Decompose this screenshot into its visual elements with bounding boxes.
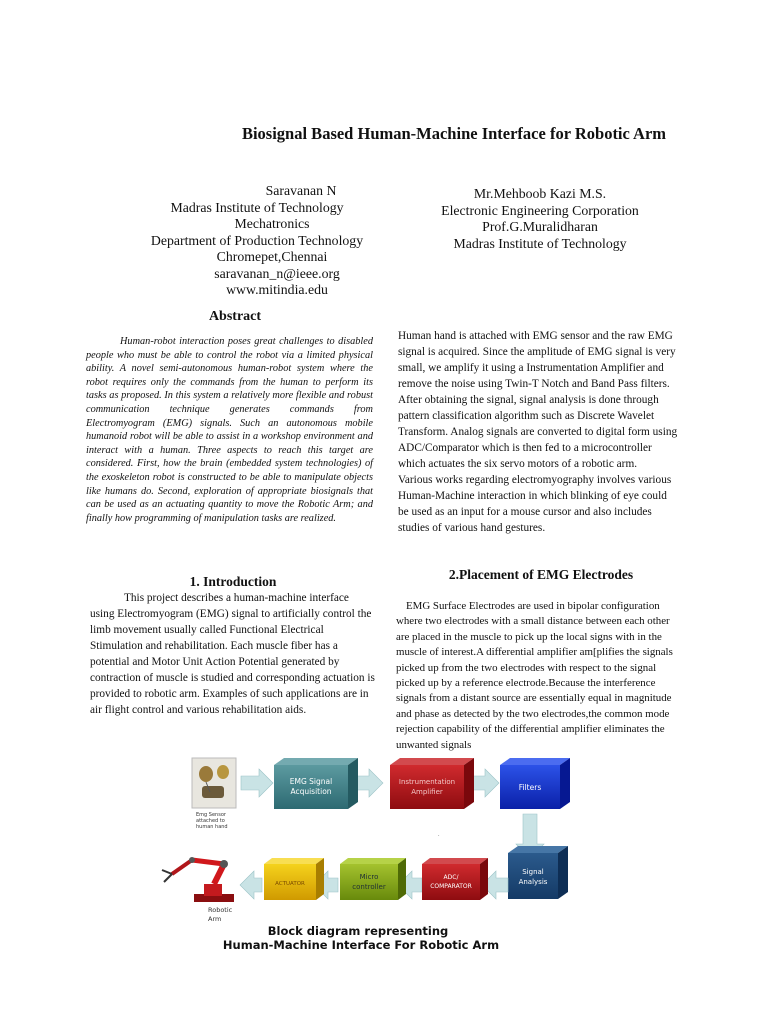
- author-right-affiliation: Electronic Engineering Corporation: [441, 202, 639, 218]
- author-left-email: saravanan_n@ieee.org: [214, 265, 340, 281]
- author-left-dept2: Department of Production Technology: [150, 232, 364, 248]
- block-micro-line-1: Micro: [359, 873, 379, 881]
- block-filters-label: Filters: [518, 783, 542, 792]
- emg-sensor-label-3: human hand: [196, 824, 228, 830]
- block-acquisition-line-1: EMG Signal: [289, 777, 333, 786]
- right-column-text: [398, 328, 680, 536]
- arrow-3: [473, 769, 499, 797]
- block-adc-line-1: ADC/: [443, 874, 459, 881]
- author-left-name: Saravanan N: [265, 183, 337, 198]
- emg-sensor-image: [192, 758, 236, 808]
- intro-heading: 1. Introduction: [189, 574, 277, 589]
- block-analysis-line-2: Analysis: [518, 878, 548, 886]
- section2-body: EMG Surface Electrodes are used in bipolar configuration where two electrodes with a small distance between each other are placed in the muscle to pick up the local signs with in the muscle of interest.A differential amplifier am[plifies the signals picked up from the two electrodes with respect to the signal picked up by a reference electrode.Because the interference signals from a distant source are essentially equal in magnitude and phase as detected by the two electrodes,the common mode rejection capability of the differential amplifier eliminates the unwanted signals: [396, 600, 673, 751]
- block-micro-line-2: controller: [352, 883, 386, 891]
- diagram-caption-2: Human-Machine Interface For Robotic Arm: [222, 938, 500, 952]
- author-right-name: Mr.Mehboob Kazi M.S.: [473, 186, 607, 201]
- robotic-arm-label-2: Arm: [208, 915, 222, 923]
- section2-heading: 2.Placement of EMG Electrodes: [448, 567, 634, 582]
- arrow-1: [241, 769, 273, 797]
- block-adc-comparator: [422, 858, 488, 900]
- right-column-para-2: Various works regarding electromyography involves various Human-Machine interaction in which blinking of eye could be used as an input for a mouse cursor and also includes studies of various hand gestures.: [398, 474, 672, 534]
- emg-sensor-label-2: attached to: [196, 818, 225, 824]
- abstract-body: Human-robot interaction poses great challenges to disabled people who must be able to control the robot via a limited physical ability. A novel semi-autonomous human-robot system where the robot requires only the commands from the human to perform its tasks as proposed. In this system a relatively more flexible and robust communication technique generates commands from Electromyogram (EMG) signals. Such an autonomous mobile humanoid robot will be able to assist in a workshop environment and interact with a human. Three aspects to reach this target are considered. First, how the brain (embedded system technologies) of the exoskeleton robot is constructed to be able to manipulate objects like humans do. Second, exploration of appropriate biosignals that can be used as an actuating quantity to move the Robotic Arm; and finally how programming of manipulation tasks are realized.: [86, 336, 373, 524]
- block-amplifier-line-2: Amplifier: [411, 788, 443, 796]
- block-acquisition-line-2: Acquisition: [290, 787, 332, 796]
- intro-body: This project describes a human-machine interface using Electromyogram (EMG) signal to artificially control the limb movement usually called Functional Electrical Stimulation and rehabilitation. Each muscle fiber has a potential and Motor Unit Action Potential generated by contraction of muscle is studied and corresponding actuation is provided to robotic arm. Examples of such applications are in air flight control and various rehabilitation aids.: [90, 592, 375, 716]
- block-actuator-label: ACTUATOR: [275, 881, 305, 887]
- arrow-2: [357, 769, 383, 797]
- block-filters: [500, 758, 570, 809]
- block-signal-analysis: [508, 846, 568, 899]
- svg-text:.: .: [438, 832, 440, 838]
- block-adc-line-2: COMPARATOR: [430, 883, 472, 890]
- block-microcontroller: [340, 858, 406, 900]
- author-right-block: [400, 186, 680, 252]
- block-instrumentation-amplifier: [390, 758, 474, 809]
- author-left-web: www.mitindia.edu: [226, 282, 328, 297]
- author-left-affiliation: Madras Institute of Technology: [170, 199, 344, 215]
- section2-text: [396, 599, 684, 753]
- block-emg-acquisition: [274, 758, 358, 809]
- robotic-arm-label-1: Robotic: [208, 906, 233, 914]
- author-left-block: [92, 183, 422, 299]
- block-actuator: [264, 858, 324, 900]
- emg-sensor-label-1: Emg Sensor: [196, 812, 226, 818]
- abstract-text: [86, 335, 373, 525]
- author-right-name2: Prof.G.Muralidharan: [482, 219, 598, 234]
- arrow-7: [240, 871, 262, 899]
- intro-text: [90, 590, 376, 718]
- paper-title: Biosignal Based Human-Machine Interface for Robotic Arm: [241, 124, 667, 143]
- right-column-para-1: Human hand is attached with EMG sensor and the raw EMG signal is acquired. Since the amplitude of EMG signal is very small, we amplify it using a Instrumentation Amplifier and remove the noise using Twin-T Notch and Band Pass filters. After obtaining the signal, signal analysis is done through pattern classification algorithm such as Discrete Wavelet Transform. Analog signals are converted to digital form using ADC/Comparator which is then fed to a microcontroller which actuates the six servo motors of a robotic arm.: [398, 330, 678, 470]
- author-right-affiliation2: Madras Institute of Technology: [453, 235, 627, 251]
- diagram-caption-1: Block diagram representing: [267, 924, 449, 938]
- block-diagram: [148, 752, 578, 962]
- author-left-city: Chromepet,Chennai: [216, 249, 328, 264]
- block-amplifier-line-1: Instrumentation: [398, 778, 456, 786]
- robotic-arm-image: [162, 857, 234, 902]
- abstract-heading: Abstract: [208, 309, 262, 324]
- author-left-dept: Mechatronics: [234, 216, 310, 231]
- block-analysis-line-1: Signal: [522, 868, 544, 876]
